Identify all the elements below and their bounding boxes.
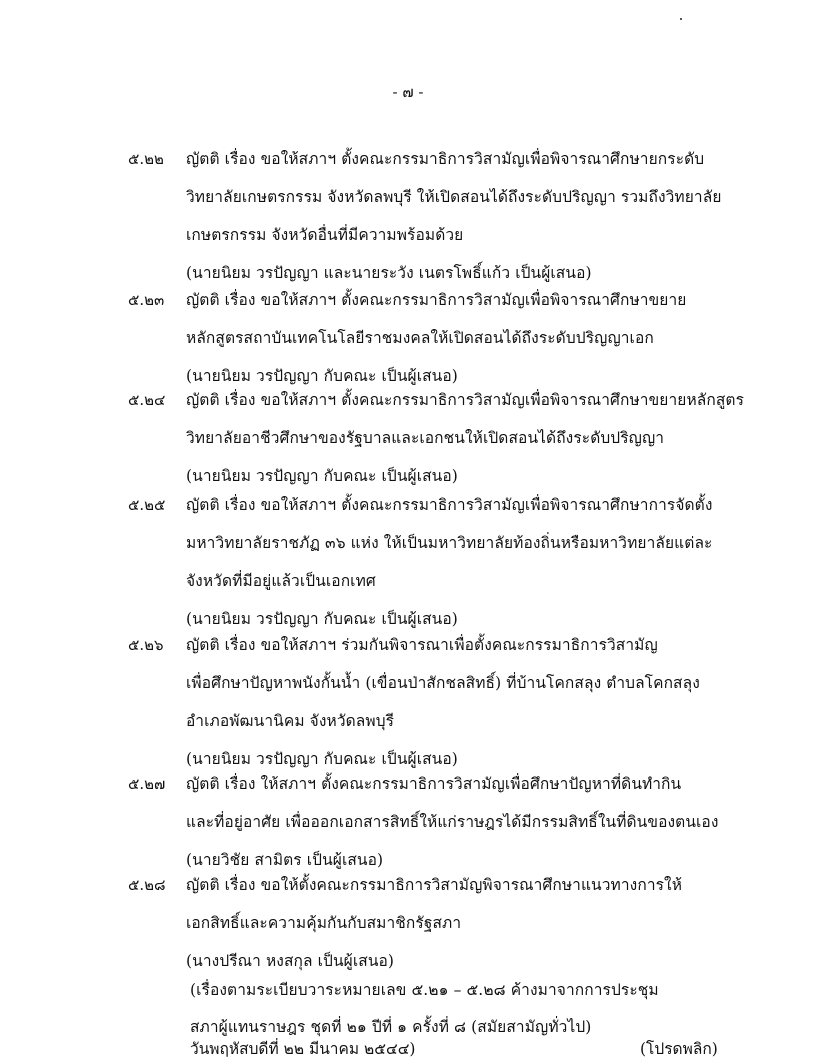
agenda-item-proposer: (นายนิยม วรปัญญา กับคณะ เป็นผู้เสนอ) bbox=[186, 467, 458, 485]
agenda-item-proposer: (นายนิยม วรปัญญา กับคณะ เป็นผู้เสนอ) bbox=[186, 750, 458, 768]
footer-note-line: (เรื่องตามระเบียบวาระหมายเลข ๕.๒๑ – ๕.๒๘ ค้างมาจากการประชุม bbox=[190, 981, 659, 999]
agenda-item-number: ๕.๒๗ bbox=[128, 775, 166, 793]
agenda-item-text bbox=[186, 626, 786, 778]
agenda-item-proposer: (นายนิยม วรปัญญา และนายระวัง เนตรโพธิ์แก้ว เป็นผู้เสนอ) bbox=[186, 264, 592, 282]
agenda-item-line: วิทยาลัยเกษตรกรรม จังหวัดลพบุรี ให้เปิดสอนได้ถึงระดับปริญญา รวมถึงวิทยาลัย bbox=[186, 188, 722, 206]
agenda-item-line: ญัตติ เรื่อง ขอให้สภาฯ ตั้งคณะกรรมาธิการวิสามัญเพื่อพิจารณาศึกษายกระดับ bbox=[186, 150, 705, 168]
agenda-item-line: และที่อยู่อาศัย เพื่อออกเอกสารสิทธิ์ให้แก่ราษฎรได้มีกรรมสิทธิ์ในที่ดินของตนเอง bbox=[186, 813, 719, 831]
agenda-item-number: ๕.๒๒ bbox=[128, 150, 164, 168]
agenda-item-line: อำเภอพัฒนานิคม จังหวัดลพบุรี bbox=[186, 712, 395, 730]
agenda-item-line: จังหวัดที่มีอยู่แล้วเป็นเอกเทศ bbox=[186, 572, 376, 590]
agenda-item-number: ๕.๒๓ bbox=[128, 291, 165, 309]
agenda-item-line: ญัตติ เรื่อง ขอให้ตั้งคณะกรรมาธิการวิสามัญพิจารณาศึกษาแนวทางการให้ bbox=[186, 876, 683, 894]
agenda-item-proposer: (นายวิชัย สามิตร เป็นผู้เสนอ) bbox=[186, 851, 384, 869]
agenda-item-line: วิทยาลัยอาชีวศึกษาของรัฐบาลและเอกชนให้เปิดสอนได้ถึงระดับปริญญา bbox=[186, 429, 665, 447]
agenda-item-line: เกษตรกรรม จังหวัดอื่นที่มีความพร้อมด้วย bbox=[186, 226, 464, 244]
footer-date-line: วันพฤหัสบดีที่ ๒๒ มีนาคม ๒๕๔๔) bbox=[190, 1040, 416, 1058]
agenda-item-line: ญัตติ เรื่อง ขอให้สภาฯ ร่วมกันพิจารณาเพื่อตั้งคณะกรรมาธิการวิสามัญ bbox=[186, 636, 658, 654]
page-number: - ๗ - bbox=[392, 83, 424, 101]
agenda-item-number: ๕.๒๔ bbox=[128, 391, 166, 409]
agenda-item-line: ญัตติ เรื่อง ขอให้สภาฯ ตั้งคณะกรรมาธิการวิสามัญเพื่อพิจารณาศึกษาขยาย bbox=[186, 291, 687, 309]
agenda-item-text bbox=[186, 866, 786, 980]
agenda-item-text bbox=[186, 765, 786, 879]
agenda-item-number: ๕.๒๘ bbox=[128, 876, 166, 894]
agenda-item-text bbox=[186, 281, 786, 395]
agenda-item-line: เอกสิทธิ์และความคุ้มกันกับสมาชิกรัฐสภา bbox=[186, 914, 462, 932]
agenda-item-text bbox=[186, 140, 786, 292]
agenda-item-line: มหาวิทยาลัยราชภัฏ ๓๖ แห่ง ให้เป็นมหาวิทยาลัยท้องถิ่นหรือมหาวิทยาลัยแต่ละ bbox=[186, 534, 713, 552]
agenda-item-line: ญัตติ เรื่อง ขอให้สภาฯ ตั้งคณะกรรมาธิการวิสามัญเพื่อพิจารณาศึกษาขยายหลักสูตร bbox=[186, 391, 745, 409]
agenda-item-line: ญัตติ เรื่อง ขอให้สภาฯ ตั้งคณะกรรมาธิการวิสามัญเพื่อพิจารณาศึกษาการจัดตั้ง bbox=[186, 496, 713, 514]
agenda-item-line: หลักสูตรสถาบันเทคโนโลยีราชมงคลให้เปิดสอนได้ถึงระดับปริญญาเอก bbox=[186, 329, 654, 347]
agenda-item-text bbox=[186, 486, 786, 638]
agenda-item-proposer: (นายนิยม วรปัญญา กับคณะ เป็นผู้เสนอ) bbox=[186, 610, 458, 628]
agenda-item-number: ๕.๒๖ bbox=[128, 636, 164, 654]
agenda-item-line: ญัตติ เรื่อง ให้สภาฯ ตั้งคณะกรรมาธิการวิสามัญเพื่อศึกษาปัญหาที่ดินทำกิน bbox=[186, 775, 682, 793]
scan-speck bbox=[680, 18, 682, 20]
footer-note-line: สภาผู้แทนราษฎร ชุดที่ ๒๑ ปีที่ ๑ ครั้งที่ ๘ (สมัยสามัญทั่วไป) bbox=[190, 1018, 592, 1036]
agenda-item-line: เพื่อศึกษาปัญหาพนังกั้นน้ำ (เขื่อนป่าสักชลสิทธิ์) ที่บ้านโคกสลุง ตำบลโคกสลุง bbox=[186, 674, 700, 692]
agenda-item-text bbox=[186, 381, 786, 495]
agenda-item-number: ๕.๒๕ bbox=[128, 496, 166, 514]
agenda-item-proposer: (นางปรีณา หงสกุล เป็นผู้เสนอ) bbox=[186, 952, 395, 970]
footer-note bbox=[190, 972, 790, 1046]
please-turn-over-label: (โปรดพลิก) bbox=[640, 1040, 718, 1058]
agenda-item-proposer: (นายนิยม วรปัญญา กับคณะ เป็นผู้เสนอ) bbox=[186, 367, 458, 385]
